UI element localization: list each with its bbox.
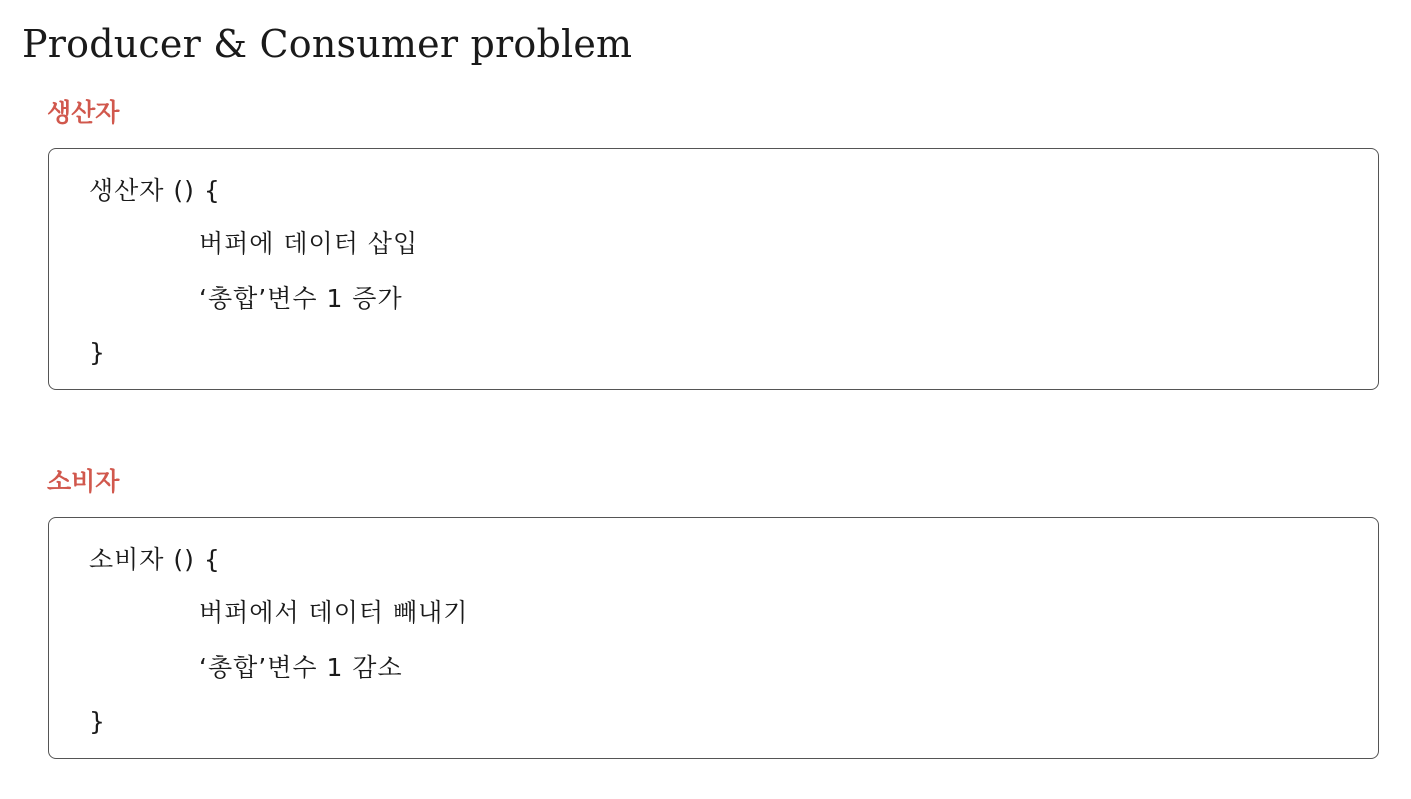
producer-heading: 생산자 bbox=[47, 98, 120, 127]
consumer-code-line-1: 소비자 () { bbox=[89, 545, 221, 574]
consumer-code-line-2: 버퍼에서 데이터 빼내기 bbox=[199, 598, 469, 627]
producer-code-line-4: } bbox=[89, 338, 106, 367]
consumer-code-line-3: ‘총합’변수 1 감소 bbox=[199, 653, 403, 682]
consumer-heading: 소비자 bbox=[47, 467, 120, 496]
producer-code-line-3: ‘총합’변수 1 증가 bbox=[199, 284, 403, 313]
page-title: Producer & Consumer problem bbox=[22, 22, 633, 66]
consumer-code-box bbox=[48, 517, 1379, 759]
producer-code-line-1: 생산자 () { bbox=[89, 176, 221, 205]
consumer-code-line-4: } bbox=[89, 707, 106, 736]
producer-code-box bbox=[48, 148, 1379, 390]
producer-code-line-2: 버퍼에 데이터 삽입 bbox=[199, 229, 419, 258]
